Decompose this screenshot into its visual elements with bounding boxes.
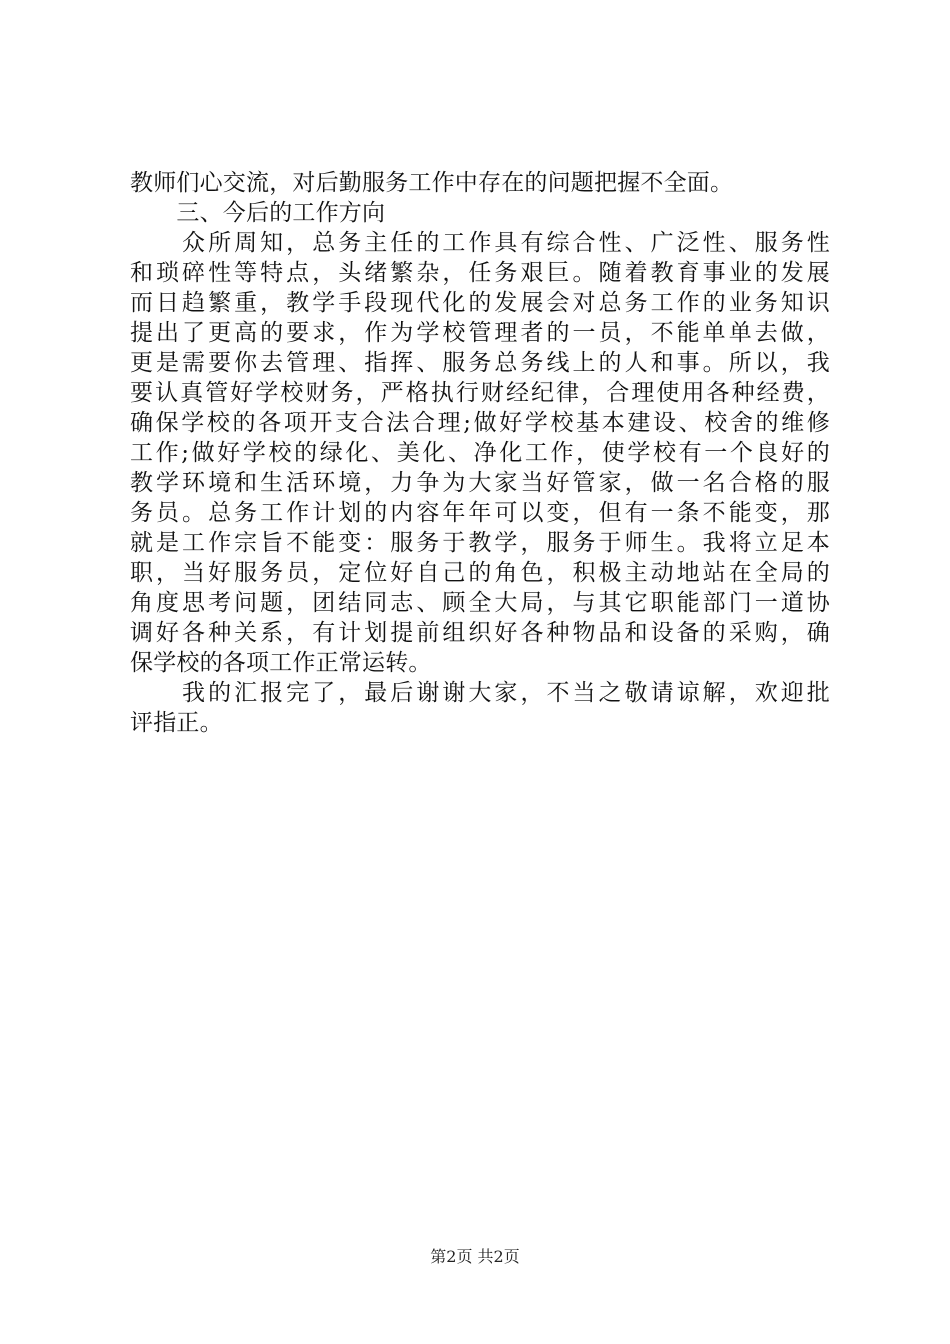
text-line: 保学校的各项工作正常运转。 — [130, 650, 432, 676]
section-heading: 三、今后的工作方向 — [130, 200, 386, 226]
text-line: 提出了更高的要求，作为学校管理者的一员，不能单单去做， — [130, 320, 830, 346]
text-line: 确保学校的各项开支合法合理;做好学校基本建设、校舍的维修 — [130, 410, 830, 436]
text-line: 就是工作宗旨不能变：服务于教学，服务于师生。我将立足本 — [130, 530, 830, 556]
text-line: 调好各种关系，有计划提前组织好各种物品和设备的采购，确 — [130, 620, 830, 646]
page-footer: 第2页 共2页 — [430, 1247, 520, 1266]
text-line: 职，当好服务员，定位好自己的角色，积极主动地站在全局的 — [130, 560, 830, 586]
text-line: 工作;做好学校的绿化、美化、净化工作，使学校有一个良好的 — [130, 440, 830, 466]
text-line: 而日趋繁重，教学手段现代化的发展会对总务工作的业务知识 — [130, 290, 830, 316]
text-line: 众所周知，总务主任的工作具有综合性、广泛性、服务性 — [130, 230, 830, 256]
text-line: 评指正。 — [130, 710, 223, 736]
text-line: 更是需要你去管理、指挥、服务总务线上的人和事。所以，我 — [130, 350, 830, 376]
body-text — [130, 168, 830, 738]
text-line: 我的汇报完了，最后谢谢大家，不当之敬请谅解，欢迎批 — [130, 680, 830, 706]
text-line: 务员。总务工作计划的内容年年可以变，但有一条不能变，那 — [130, 500, 830, 526]
text-line: 要认真管好学校财务，严格执行财经纪律，合理使用各种经费， — [130, 380, 830, 406]
text-line: 教师们心交流，对后勤服务工作中存在的问题把握不全面。 — [130, 170, 734, 196]
text-line: 教学环境和生活环境，力争为大家当好管家，做一名合格的服 — [130, 470, 830, 496]
text-line: 角度思考问题，团结同志、顾全大局，与其它职能部门一道协 — [130, 590, 830, 616]
text-line: 和琐碎性等特点，头绪繁杂，任务艰巨。随着教育事业的发展 — [130, 260, 830, 286]
